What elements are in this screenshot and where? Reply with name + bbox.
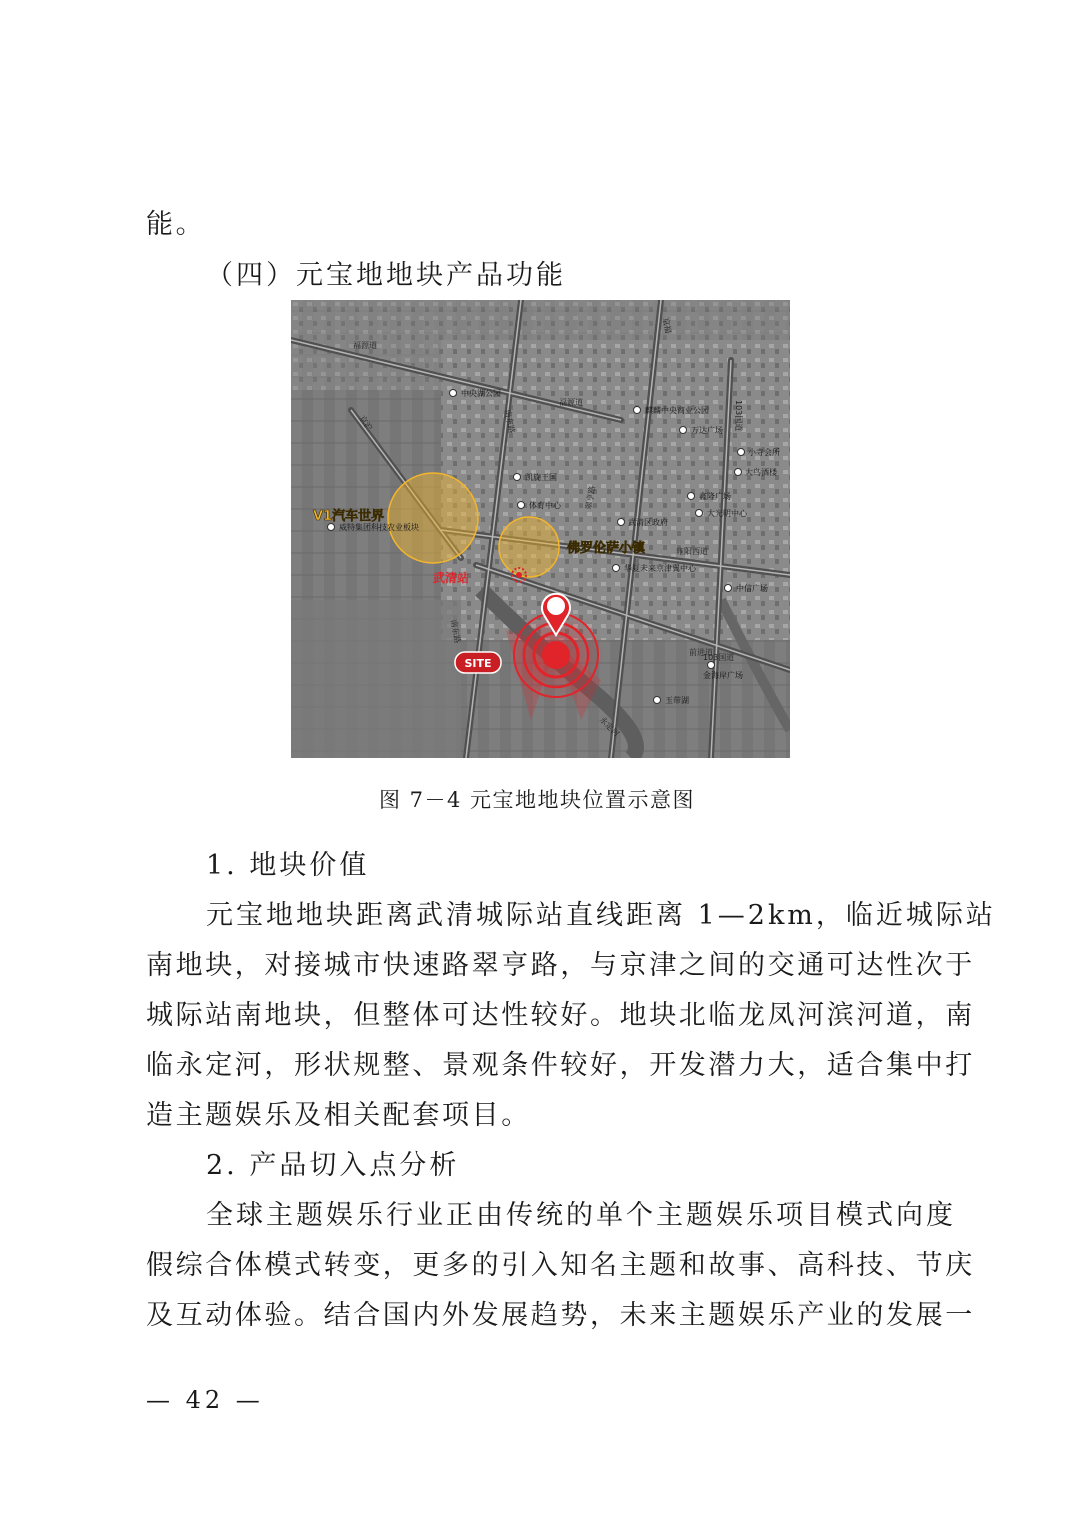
- svg-text:小寺会所: 小寺会所: [748, 448, 780, 457]
- road-nandong-south: 南东路: [449, 618, 463, 644]
- road-qianjin: 前进道: [689, 648, 713, 657]
- road-yuyang: 雍阳西道: [676, 547, 708, 556]
- paragraph-line: 元宝地地块距离武清城际站直线距离 1—2km，临近城际站: [206, 900, 996, 931]
- svg-text:武清区政府: 武清区政府: [628, 518, 668, 527]
- subheading-product-analysis: 2. 产品切入点分析: [206, 1150, 460, 1181]
- svg-text:中信广场: 中信广场: [736, 584, 768, 593]
- paragraph-line: 造主题娱乐及相关配套项目。: [146, 1100, 531, 1131]
- svg-text:体育中心: 体育中心: [529, 501, 561, 510]
- road-jinghu: 京沪: [357, 413, 374, 433]
- paragraph-line: 城际站南地块，但整体可达性较好。地块北临龙凤河滨河道，南: [146, 1000, 975, 1031]
- site-badge: [455, 652, 501, 673]
- location-map: [291, 300, 790, 758]
- paragraph-line: 南地块，对接城市快速路翠亨路，与京津之间的交通可达性次于: [146, 950, 975, 981]
- svg-text:大鸟酒楼: 大鸟酒楼: [745, 468, 777, 477]
- paragraph-line: 全球主题娱乐行业正由传统的单个主题娱乐项目模式向度: [206, 1200, 956, 1231]
- svg-text:大光明中心: 大光明中心: [707, 509, 747, 518]
- poi: [634, 405, 710, 415]
- road-fuyuan-2: 福源道: [559, 398, 583, 407]
- road-cuiheng: 翠亨路: [584, 485, 598, 511]
- florence-label: 佛罗伦萨小镇: [567, 541, 646, 556]
- road-jingfu: 京福: [661, 316, 673, 335]
- section-heading: （四）元宝地地块产品功能: [206, 260, 566, 291]
- poi: [654, 695, 690, 705]
- svg-text:玉带湖: 玉带湖: [665, 696, 689, 705]
- road-103-south: 103国道: [703, 653, 735, 662]
- florence-highlight-circle: [499, 517, 559, 577]
- svg-text:华夏未来京津翼中心: 华夏未来京津翼中心: [624, 564, 696, 573]
- road-103-north: 103国道: [734, 400, 743, 432]
- svg-text:SITE: SITE: [464, 657, 492, 670]
- svg-text:金海岸广场: 金海岸广场: [703, 671, 743, 680]
- figure-caption: 图 7－4 元宝地地块位置示意图: [378, 788, 696, 812]
- svg-text:凯旋王国: 凯旋王国: [525, 473, 557, 482]
- v1-highlight-circle: [388, 473, 478, 563]
- svg-text:麒麟中央商业公园: 麒麟中央商业公园: [645, 406, 709, 415]
- station-label: 武清站: [433, 571, 470, 585]
- svg-text:中央湖公园: 中央湖公园: [461, 389, 501, 398]
- v1-label: V1汽车世界: [313, 509, 385, 524]
- page-number: — 42 —: [146, 1386, 264, 1414]
- poi: [613, 563, 697, 573]
- road-fuyuan: 福源道: [353, 341, 377, 350]
- road-nandong-north: 南东路: [503, 408, 517, 434]
- road-yongding: 永定河: [597, 715, 621, 739]
- paragraph-line: 假综合体模式转变，更多的引入知名主题和故事、高科技、节庆: [146, 1250, 975, 1281]
- paragraph-line: 及互动体验。结合国内外发展趋势，未来主题娱乐产业的发展一: [146, 1300, 975, 1331]
- svg-text:鑫隆广场: 鑫隆广场: [699, 492, 731, 501]
- svg-text:威特集团科技农业板块: 威特集团科技农业板块: [339, 523, 419, 532]
- paragraph-line: 临永定河，形状规整、景观条件较好，开发潜力大，适合集中打: [146, 1050, 975, 1081]
- continuation-text: 能。: [146, 209, 206, 240]
- svg-text:万达广场: 万达广场: [691, 426, 723, 435]
- subheading-plot-value: 1. 地块价值: [206, 850, 370, 881]
